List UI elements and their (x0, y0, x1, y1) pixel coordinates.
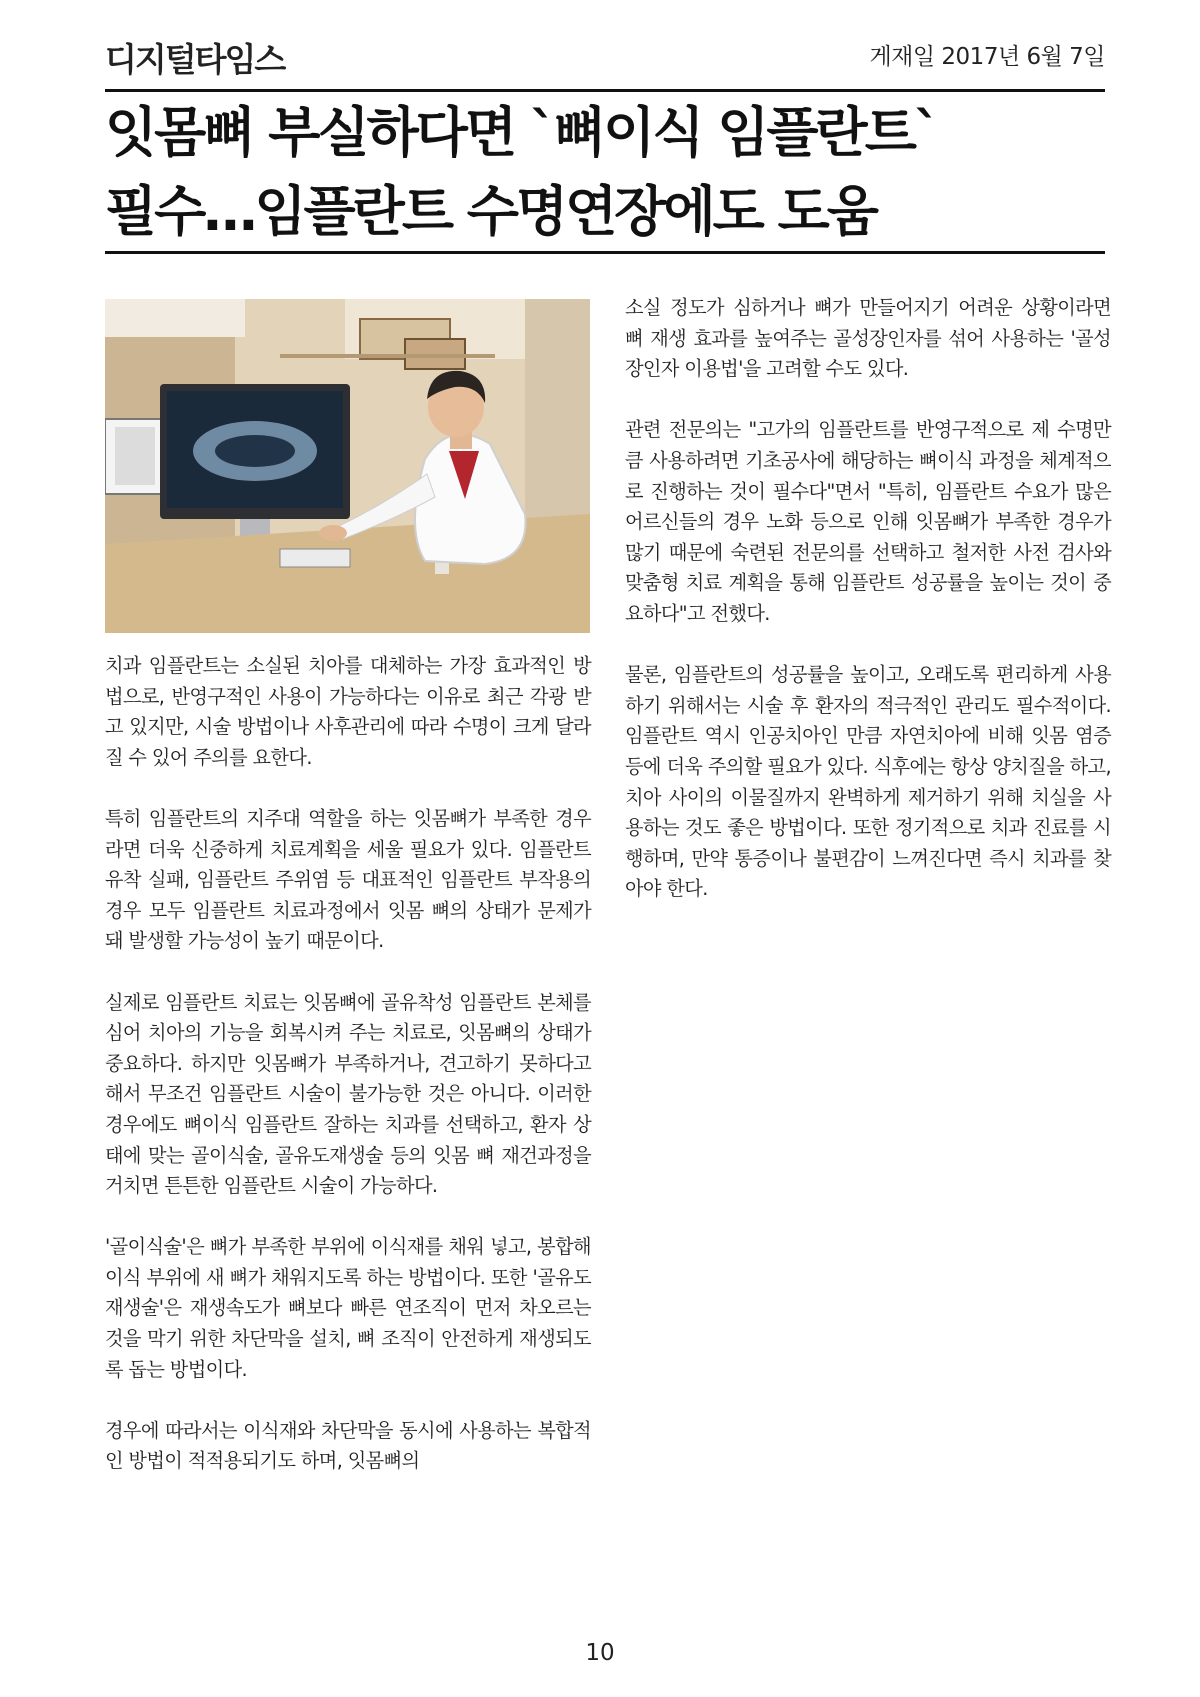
headline-line-2: 필수…임플란트 수명연장에도 도움 (105, 180, 876, 243)
paragraph: 치과 임플란트는 소실된 치아를 대체하는 가장 효과적인 방법으로, 반영구적인 사용이 가능하다는 이유로 최근 각광 받고 있지만, 시술 방법이나 사후관리에 따라 수명이 크게 달라질 수 있어 주의를 요한다. (105, 654, 591, 769)
headline (105, 93, 1105, 251)
headline-top-rule (105, 89, 1105, 92)
paragraph: 관련 전문의는 "고가의 임플란트를 반영구적으로 제 수명만큼 사용하려면 기초공사에 해당하는 뼈이식 과정을 체계적으로 진행하는 것이 필수다"면서 "특히, 임플란트 수요가 많은 어르신들의 경우 노화 등으로 인해 잇몸뼈가 부족한 경우가 많기 때문에 숙련된 전문의를 선택하고 철저한 사전 검사와 맞춤형 치료 계획을 통해 임플란트 성공률을 높이는 것이 중요하다"고 전했다. (625, 418, 1111, 625)
headline-line-1: 잇몸뼈 부실하다면 `뼈이식 임플란트` (105, 101, 938, 164)
paragraph: 소실 정도가 심하거나 뼈가 만들어지기 어려운 상황이라면 뼈 재생 효과를 높여주는 골성장인자를 섞어 사용하는 '골성장인자 이용법'을 고려할 수도 있다. (625, 296, 1111, 381)
headline-bottom-rule (105, 251, 1105, 254)
masthead-logo: 디지털타임스 (105, 40, 285, 79)
paragraph: 실제로 임플란트 치료는 잇몸뼈에 골유착성 임플란트 본체를 심어 치아의 기능을 회복시켜 주는 치료로, 잇몸뼈의 상태가 중요하다. 하지만 잇몸뼈가 부족하거나, 견고하기 못하다고 해서 무조건 임플란트 시술이 불가능한 것은 아니다. 이러한 경우에도 뼈이식 임플란트 잘하는 치과를 선택하고, 환자 상태에 맞는 골이식술, 골유도재생술 등의 잇몸 뼈 재건과정을 거치면 튼튼한 임플란트 시술이 가능하다. (105, 990, 591, 1198)
article-column-left (105, 651, 591, 1508)
paragraph: 특히 임플란트의 지주대 역할을 하는 잇몸뼈가 부족한 경우라면 더욱 신중하게 치료계획을 세울 필요가 있다. 임플란트 유착 실패, 임플란트 주위염 등 대표적인 임플란트 부작용의 경우 모두 임플란트 치료과정에서 잇몸 뼈의 상태가 문제가 돼 발생할 가능성이 높기 때문이다. (105, 806, 591, 953)
paragraph: '골이식술'은 뼈가 부족한 부위에 이식재를 채워 넣고, 봉합해 이식 부위에 새 뼈가 채워지도록 하는 방법이다. 또한 '골유도재생술'은 재생속도가 뼈보다 빠른 연조직이 먼저 차오르는 것을 막기 위한 차단막을 설치, 뼈 조직이 안전하게 재생되도록 돕는 방법이다. (105, 1235, 591, 1381)
article-photo (105, 299, 590, 633)
page-number: 10 (585, 1640, 615, 1666)
publication-date: 게재일 2017년 6월 7일 (869, 44, 1105, 70)
paragraph: 경우에 따라서는 이식재와 차단막을 동시에 사용하는 복합적인 방법이 적적용되기도 하며, 잇몸뼈의 (105, 1418, 591, 1473)
article-column-right (625, 293, 1111, 935)
paragraph: 물론, 임플란트의 성공률을 높이고, 오래도록 편리하게 사용하기 위해서는 시술 후 환자의 적극적인 관리도 필수적이다. 임플란트 역시 인공치아인 만큼 자연치아에 비해 잇몸 염증 등에 더욱 주의할 필요가 있다. 식후에는 항상 양치질을 하고, 치아 사이의 이물질까지 완벽하게 제거하기 위해 치실을 사용하는 것도 좋은 방법이다. 또한 정기적으로 치과 진료를 시행하며, 만약 통증이나 불편감이 느껴진다면 즉시 치과를 찾아야 한다. (625, 663, 1111, 901)
